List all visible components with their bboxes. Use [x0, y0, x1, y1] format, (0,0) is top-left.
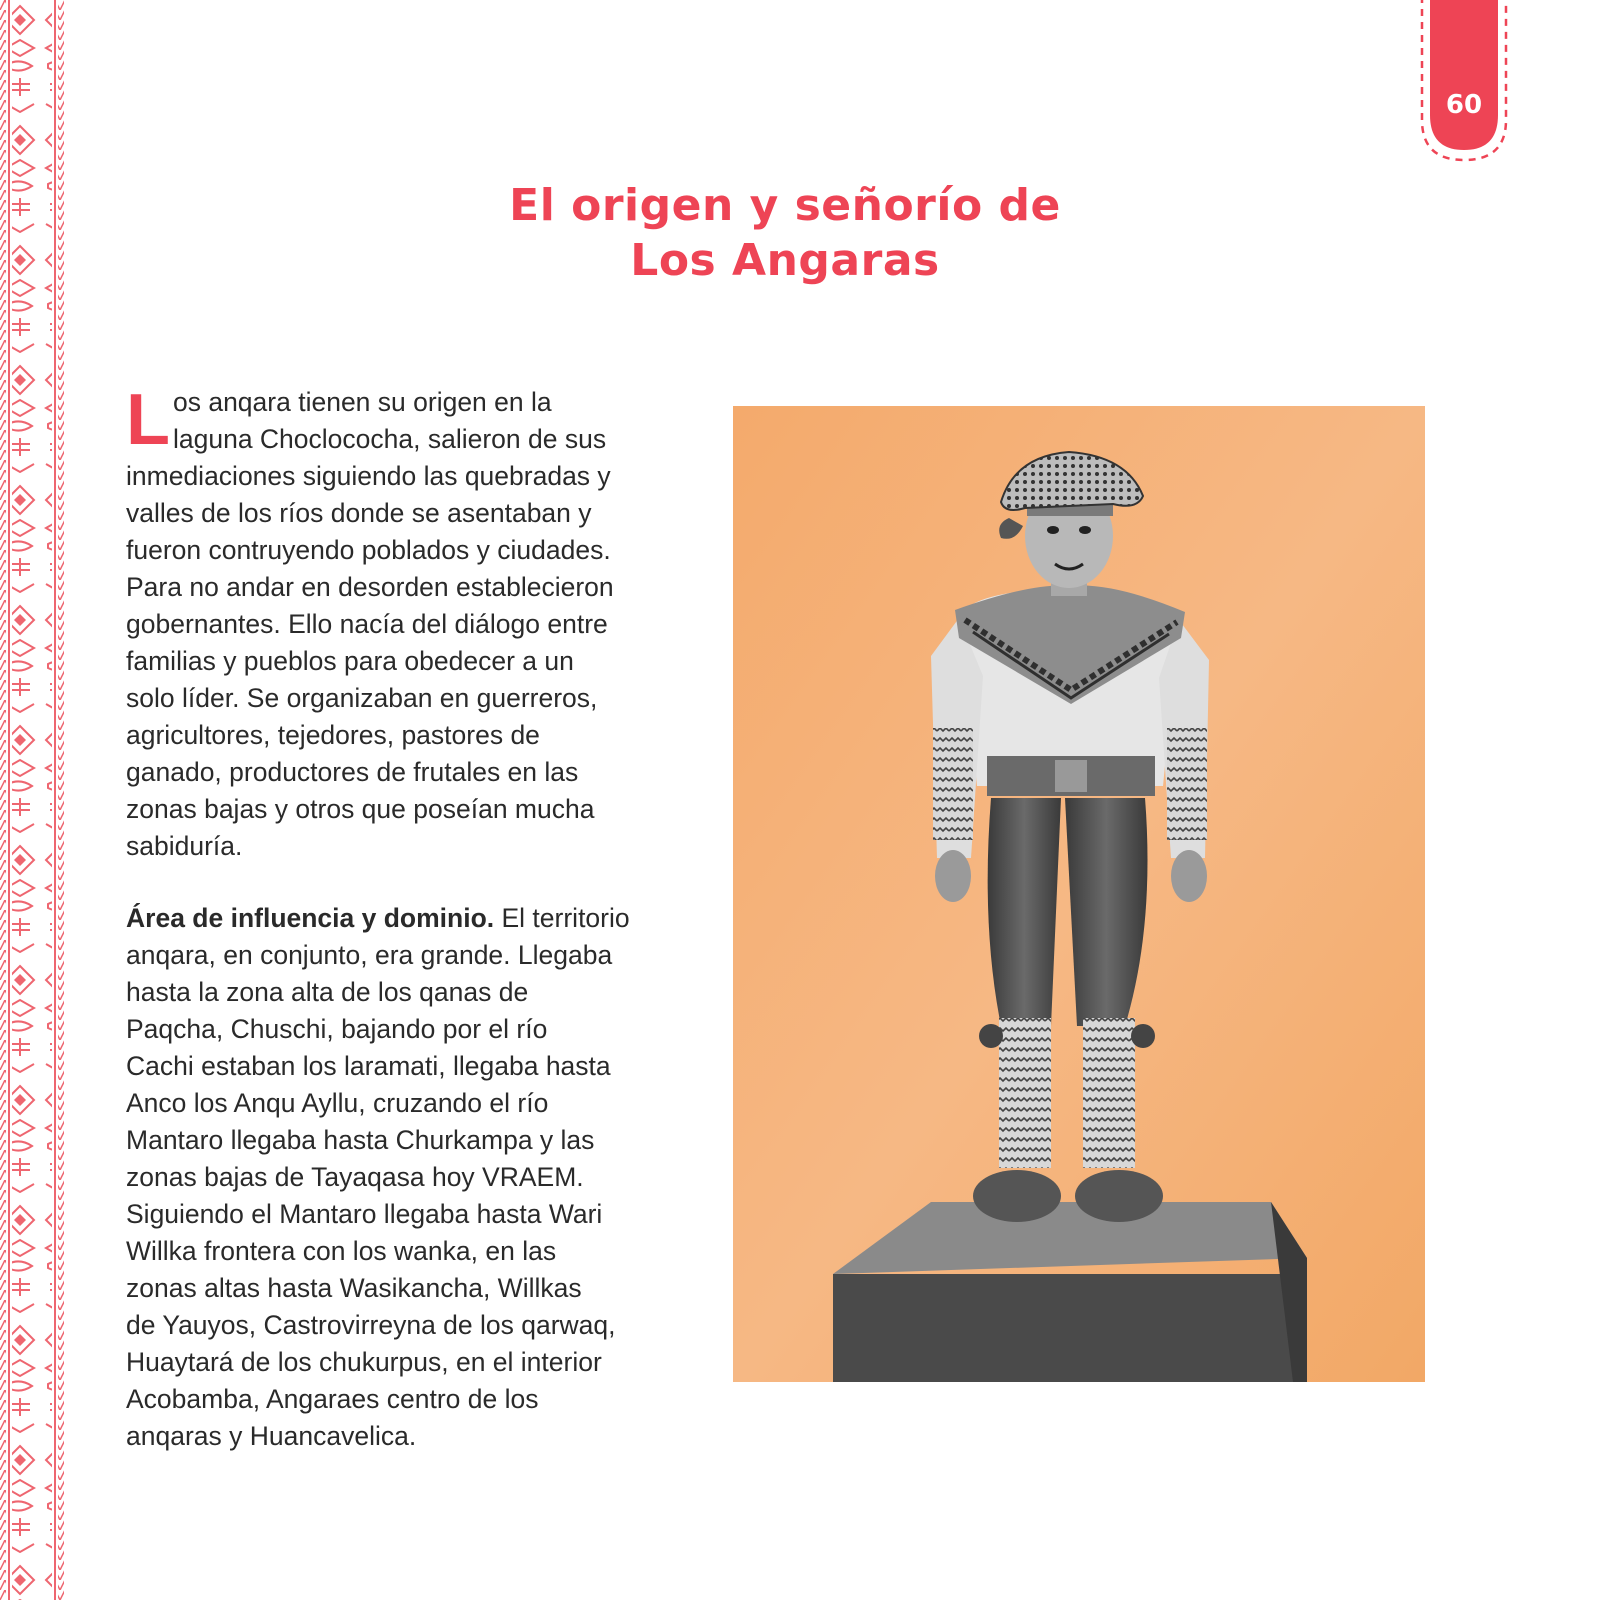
text-line: Acobamba, Angaraes centro de los: [126, 1384, 539, 1414]
text-line-first: [126, 900, 686, 937]
text-line: Siguiendo el Mantaro llegaba hasta Wari: [126, 1199, 603, 1229]
text-line: laguna Choclococha, salieron de sus: [172, 424, 607, 454]
pedestal-base: [833, 1274, 1307, 1382]
text-line: familias y pueblos para obedecer a un: [126, 646, 574, 676]
text-line: Huaytará de los chukurpus, en el interior: [126, 1347, 602, 1377]
decorative-border: [0, 0, 66, 1600]
text-line: agricultores, tejedores, pastores de: [126, 720, 540, 750]
text-line: zonas altas hasta Wasikancha, Willkas: [126, 1273, 582, 1303]
text-line: Anco los Anqu Ayllu, cruzando el río: [126, 1088, 549, 1118]
text-line: sabiduría.: [126, 831, 243, 861]
text-line: Cachi estaban los laramati, llegaba hasta: [126, 1051, 611, 1081]
text-line: inmediaciones siguiendo las quebradas y: [126, 461, 611, 491]
text-line: zonas bajas y otros que poseían mucha: [126, 794, 595, 824]
text-line: anqara, en conjunto, era grande. Llegaba: [126, 940, 613, 970]
text-run: El territorio: [494, 903, 630, 933]
text-line: ganado, productores de frutales en las: [126, 757, 579, 787]
paragraph-origin: [126, 380, 686, 865]
text-line: solo líder. Se organizaban en guerreros,: [126, 683, 598, 713]
text-line: gobernantes. Ello nacía del diálogo entre: [126, 609, 608, 639]
page-number-tab: [1420, 0, 1508, 162]
text-line: fueron contruyendo poblados y ciudades.: [126, 535, 611, 565]
text-line: Willka frontera con los wanka, en las: [126, 1236, 557, 1266]
text-line: valles de los ríos donde se asentaban y: [126, 498, 592, 528]
title-line-2: Los Angaras: [630, 235, 940, 286]
text-line: anqaras y Huancavelica.: [126, 1421, 417, 1451]
text-line: Paqcha, Chuschi, bajando por el río: [126, 1014, 548, 1044]
text-line: Para no andar en desorden establecieron: [126, 572, 614, 602]
statue-illustration: [733, 406, 1425, 1382]
text-line: hasta la zona alta de los qanas de: [126, 977, 529, 1007]
title-line-1: El origen y señorío de: [509, 180, 1061, 231]
page-number: 60: [1445, 90, 1483, 120]
drop-cap: L: [126, 380, 170, 460]
run-in-heading: Área de influencia y dominio.: [126, 903, 495, 933]
text-line: zonas bajas de Tayaqasa hoy VRAEM.: [126, 1162, 584, 1192]
text-line: de Yauyos, Castrovirreyna de los qarwaq,: [126, 1310, 616, 1340]
page-title: [460, 178, 1110, 288]
text-line: os anqara tienen su origen en la: [172, 387, 552, 417]
paragraph-influence: [126, 900, 686, 1455]
text-line: Mantaro llegaba hasta Churkampa y las: [126, 1125, 595, 1155]
